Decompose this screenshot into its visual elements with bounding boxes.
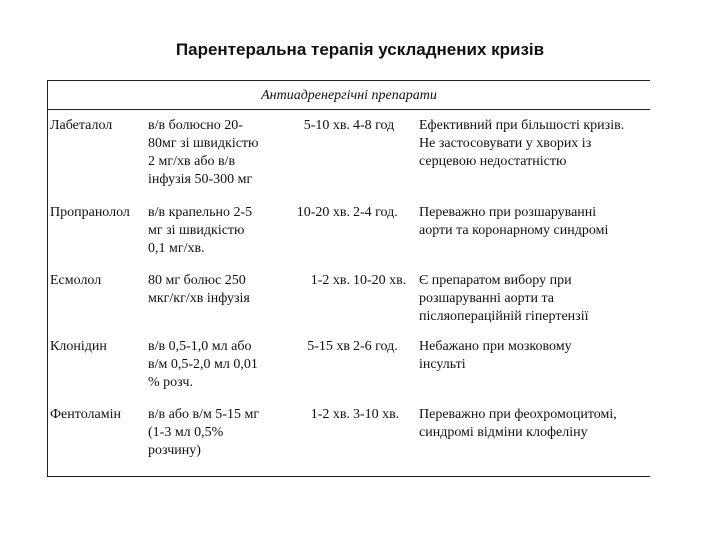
administration-cell-line: в/в болюсно 20- (148, 118, 243, 133)
duration-cell: 10-20 хв. (353, 273, 407, 288)
notes-cell-line: Є препаратом вибору при (419, 273, 572, 288)
notes-cell-line: аорти та коронарному синдромі (419, 223, 609, 238)
administration-cell-line: розчину) (148, 443, 201, 458)
administration-cell-line: 2 мг/хв або в/в (148, 154, 236, 169)
administration-cell-line: в/м 0,5-2,0 мл 0,01 (148, 357, 258, 372)
administration-cell-line: 80мг зі швидкістю (148, 136, 259, 151)
notes-cell (419, 117, 659, 171)
administration-cell-line: інфузія 50-300 мг (148, 172, 253, 187)
drug-name: Фентоламін (50, 407, 121, 422)
notes-cell (419, 204, 659, 240)
drug-table (47, 80, 650, 477)
drug-name: Пропранолол (50, 205, 130, 220)
administration-cell (148, 204, 298, 258)
notes-cell-line: Ефективний при більшості кризів. (419, 118, 625, 133)
administration-cell-line: 0,1 мг/хв. (148, 241, 205, 256)
header-divider (48, 109, 650, 110)
administration-cell-line: в/в або в/м 5-15 мг (148, 407, 260, 422)
notes-cell-line: Небажано при мозковому (419, 339, 572, 354)
administration-cell-line: 80 мг болюс 250 (148, 273, 246, 288)
duration-cell: 2-4 год. (353, 205, 398, 220)
administration-cell-line: % розч. (148, 375, 193, 390)
notes-cell (419, 338, 659, 374)
drug-name: Клонідин (50, 339, 107, 354)
onset-cell: 5-15 хв (307, 339, 350, 354)
administration-cell (148, 272, 298, 308)
onset-cell: 5-10 хв. (303, 118, 350, 133)
onset-cell: 10-20 хв. (296, 205, 350, 220)
notes-cell-line: Не застосовувати у хворих із (419, 136, 592, 151)
administration-cell (148, 338, 298, 392)
notes-cell-line: Переважно при феохромоцитомі, (419, 407, 617, 422)
duration-cell: 4-8 год (353, 118, 395, 133)
notes-cell (419, 406, 659, 442)
notes-cell-line: серцевою недостатністю (419, 154, 567, 169)
duration-cell: 3-10 хв. (353, 407, 400, 422)
duration-cell: 2-6 год. (353, 339, 398, 354)
onset-cell: 1-2 хв. (310, 407, 350, 422)
notes-cell-line: Переважно при розшаруванні (419, 205, 597, 220)
administration-cell-line: мг зі швидкістю (148, 223, 245, 238)
notes-cell-line: інсульті (419, 357, 466, 372)
administration-cell-line: в/в 0,5-1,0 мл або (148, 339, 252, 354)
administration-cell-line: в/в крапельно 2-5 (148, 205, 253, 220)
administration-cell (148, 117, 298, 189)
notes-cell-line: розшаруванні аорти та (419, 291, 554, 306)
page-title: Парентеральна терапія ускладнених кризів (175, 40, 545, 59)
administration-cell-line: мкг/кг/хв інфузія (148, 291, 250, 306)
notes-cell-line: синдромі відміни клофеліну (419, 425, 588, 440)
table-subtitle: Антиадренергічні препарати (261, 88, 437, 103)
administration-cell-line: (1-3 мл 0,5% (148, 425, 224, 440)
notes-cell (419, 272, 659, 326)
drug-name: Есмолол (50, 273, 102, 288)
notes-cell-line: післяопераційній гіпертензії (419, 309, 589, 324)
administration-cell (148, 406, 298, 460)
drug-name: Лабеталол (50, 118, 113, 133)
onset-cell: 1-2 хв. (310, 273, 350, 288)
